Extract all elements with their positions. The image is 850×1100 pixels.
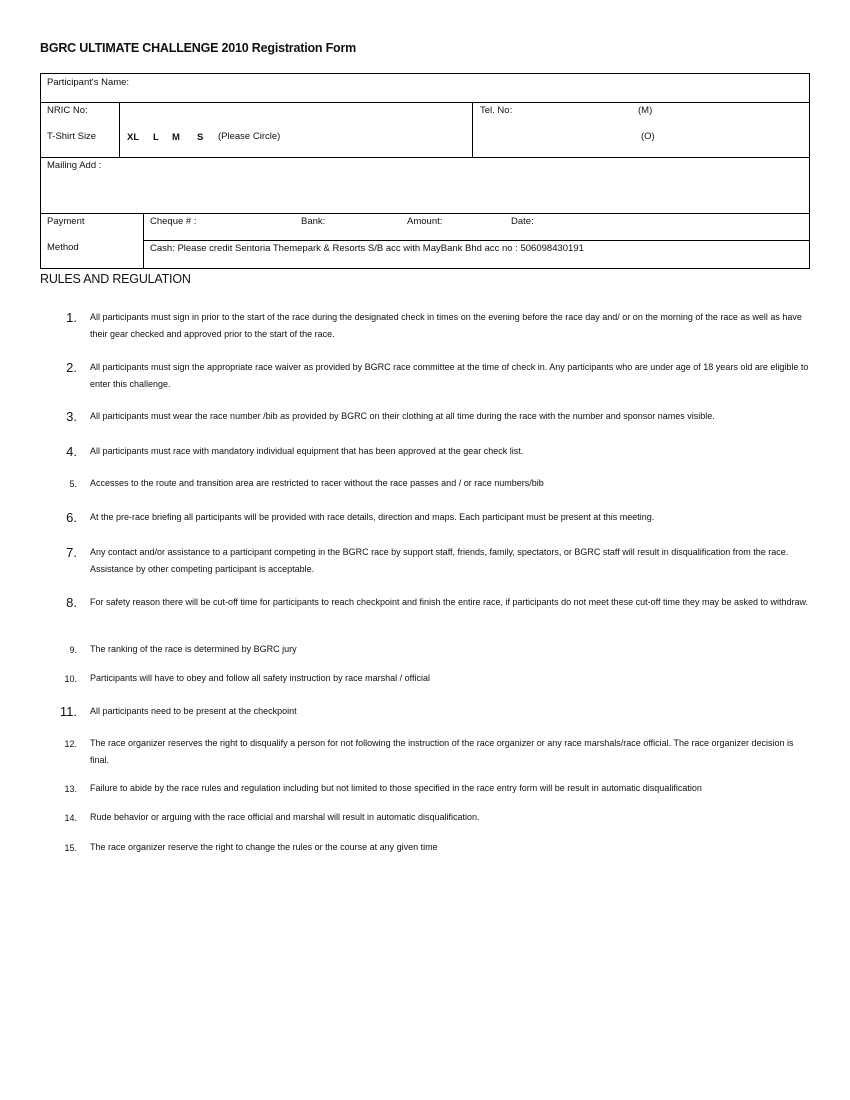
rule-text: Rude behavior or arguing with the race official and marshal will result in automatic disqualification. (90, 812, 480, 822)
size-s-option[interactable]: S (197, 132, 204, 143)
rule-number: 6. (66, 510, 77, 525)
rule-number: 8. (66, 595, 77, 610)
cheque-field[interactable]: Cheque # : (150, 216, 197, 227)
rule-text: The race organizer reserve the right to change the rules or the course at any given time (90, 842, 438, 852)
rule-text: At the pre-race briefing all participants will be provided with race details, direction and maps. Each participant must be present at this meeting. (90, 512, 655, 522)
please-circle-note: (Please Circle) (218, 131, 281, 142)
rule-text: Accesses to the route and transition area are restricted to racer without the race passes and / or race numbers/bib (90, 478, 544, 488)
rule-number: 10. (64, 674, 77, 684)
rule-text: Failure to abide by the race rules and regulation including but not limited to those specified in the race entry form will be result in automatic disqualification (90, 783, 702, 793)
size-l-option[interactable]: L (153, 132, 159, 143)
row-divider (41, 102, 809, 103)
mailing-address-field[interactable]: Mailing Add : (47, 160, 102, 171)
col-divider (143, 213, 144, 268)
rule-text: All participants must wear the race number /bib as provided by BGRC on their clothing at all time during the race with the number and sponsor names visible. (90, 411, 715, 421)
size-xl-option[interactable]: XL (127, 132, 140, 143)
date-field[interactable]: Date: (511, 216, 534, 227)
rule-text: All participants must sign the appropriate race waiver as provided by BGRC race committee at the time of check in. Any participants who are under age of 18 years old are eligible to enter this challenge. (90, 362, 809, 389)
tel-mobile-label: (M) (638, 105, 653, 116)
payment-label: Payment (47, 216, 85, 227)
cash-payment-note: Cash: Please credit Sentoria Themepark & Resorts S/B acc with MayBank Bhd acc no : 506098430191 (150, 243, 584, 254)
col-divider (472, 102, 473, 157)
rule-text: For safety reason there will be cut-off time for participants to reach checkpoint and finish the entire race, if participants do not meet these cut-off time they may be asked to withdraw. (90, 597, 809, 607)
nric-field[interactable]: NRIC No: (47, 105, 88, 116)
rule-number: 15. (64, 843, 77, 853)
rule-number: 9. (69, 645, 77, 655)
rule-text: Any contact and/or assistance to a participant competing in the BGRC race by support staff, friends, family, spectators, or BGRC staff will result in disqualification from the race. Assistance by other competing participant is acceptable. (90, 547, 789, 574)
rule-number: 3. (66, 409, 77, 424)
bank-field[interactable]: Bank: (301, 216, 326, 227)
rule-number: 5. (69, 479, 77, 489)
rule-text: All participants must sign in prior to the start of the race during the designated check in times on the evening before the race day and/ or on the morning of the race as well as have their gear checked and approved prior to the start of the race. (90, 312, 802, 339)
form-title: BGRC ULTIMATE CHALLENGE 2010 Registration Form (40, 41, 357, 55)
row-divider (41, 157, 809, 158)
rules-heading: RULES AND REGULATION (40, 272, 191, 286)
participant-name-field[interactable]: Participant's Name: (47, 77, 130, 88)
rule-text: The race organizer reserves the right to disqualify a person for not following the instruction of the race organizer or any race marshals/race official. The race organizer decision is final. (90, 738, 794, 765)
rule-text: Participants will have to obey and follow all safety instruction by race marshal / official (90, 673, 430, 683)
rule-number: 4. (66, 444, 77, 459)
rule-text: The ranking of the race is determined by BGRC jury (90, 644, 297, 654)
row-divider (143, 240, 809, 241)
amount-field[interactable]: Amount: (407, 216, 443, 227)
tshirt-size-label: T-Shirt Size (47, 131, 97, 142)
method-label: Method (47, 242, 79, 253)
rule-number: 12. (64, 739, 77, 749)
rule-number: 11. (59, 704, 77, 719)
registration-form-table (40, 73, 810, 269)
rule-text: All participants need to be present at the checkpoint (90, 706, 297, 716)
tel-office-label: (O) (641, 131, 655, 142)
rule-number: 2. (66, 360, 77, 375)
col-divider (119, 102, 120, 157)
rule-number: 14. (64, 813, 77, 823)
rule-number: 1. (66, 310, 77, 325)
rule-number: 13. (64, 784, 77, 794)
tel-field[interactable]: Tel. No: (480, 105, 513, 116)
rule-text: All participants must race with mandatory individual equipment that has been approved at the gear check list. (90, 446, 524, 456)
rule-number: 7. (66, 545, 77, 560)
size-m-option[interactable]: M (172, 132, 180, 143)
row-divider (41, 213, 809, 214)
